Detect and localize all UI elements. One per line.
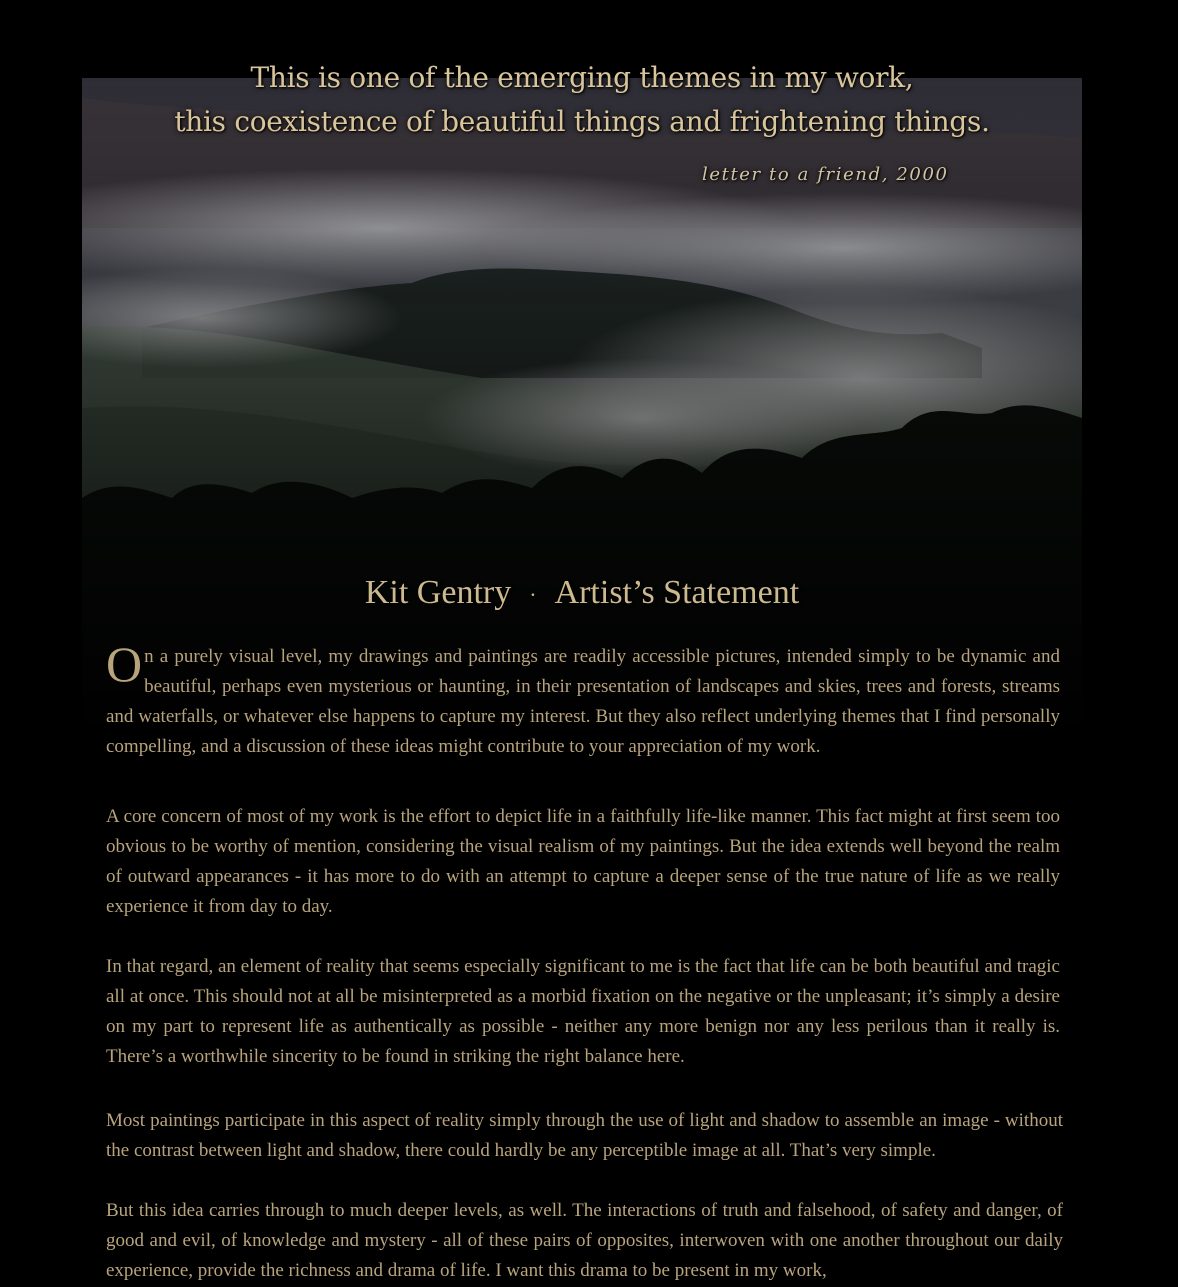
statement-paragraph-1 [106, 636, 1060, 762]
paragraph-2-text: A core concern of most of my work is the effort to depict life in a faithfully life-like manner. This fact might at first seem too obvious to be worthy of mention, considering the visual realism of my paintings. But the idea extends well beyond the realm of outward appearances - it has more to do with an attempt to capture a deeper sense of the true nature of life as we really experience it from day to day. [106, 806, 1060, 917]
statement-paragraph-3 [106, 952, 1060, 1072]
paragraph-3-text: In that regard, an element of reality that seems especially significant to me is the fact that life can be both beautiful and tragic all at once. This should not at all be misinterpreted as a morbid fixation on the negative or the unpleasant; it’s simply a desire on my part to represent life as authentically as possible - neither any more benign nor any less perilous than it really is. There’s a worthwhile sincerity to be found in striking the right balance here. [106, 956, 1060, 1067]
drop-cap: O [106, 636, 143, 692]
quote-source: letter to a friend, 2000 [702, 164, 949, 185]
statement-paragraph-2 [106, 802, 1060, 922]
paragraph-5-text: But this idea carries through to much deeper levels, as well. The interactions of truth and falsehood, of safety and danger, of good and evil, of knowledge and mystery - all of these pairs of opposites, interwoven with one another throughout our daily experience, provide the richness and drama of life. I want this drama to be present in my work, [106, 1200, 1063, 1281]
statement-paragraph-5 [106, 1196, 1063, 1286]
page-title [82, 574, 1082, 612]
statement-paragraph-4 [106, 1106, 1063, 1166]
paragraph-4-text: Most paintings participate in this aspect of reality simply through the use of light and shadow to assemble an image - without the contrast between light and shadow, there could hardly be any perceptible image at all. That’s very simple. [106, 1110, 1063, 1161]
page-subtitle: Artist’s Statement [554, 574, 800, 611]
artist-name: Kit Gentry [364, 574, 512, 611]
quote-line-2: this coexistence of beautiful things and frightening things. [174, 105, 990, 138]
quote-line-1: This is one of the emerging themes in my work, [250, 61, 914, 94]
featured-quote [82, 56, 1082, 185]
paragraph-1-text: n a purely visual level, my drawings and paintings are readily accessible pictures, intended simply to be dynamic and beautiful, perhaps even mysterious or haunting, in their presentation of landscapes and skies, trees and forests, streams and waterfalls, or whatever else happens to capture my interest. But they also reflect underlying themes that I find personally compelling, and a discussion of these ideas might contribute to your appreciation of my work. [106, 646, 1060, 757]
title-separator: · [529, 582, 537, 608]
